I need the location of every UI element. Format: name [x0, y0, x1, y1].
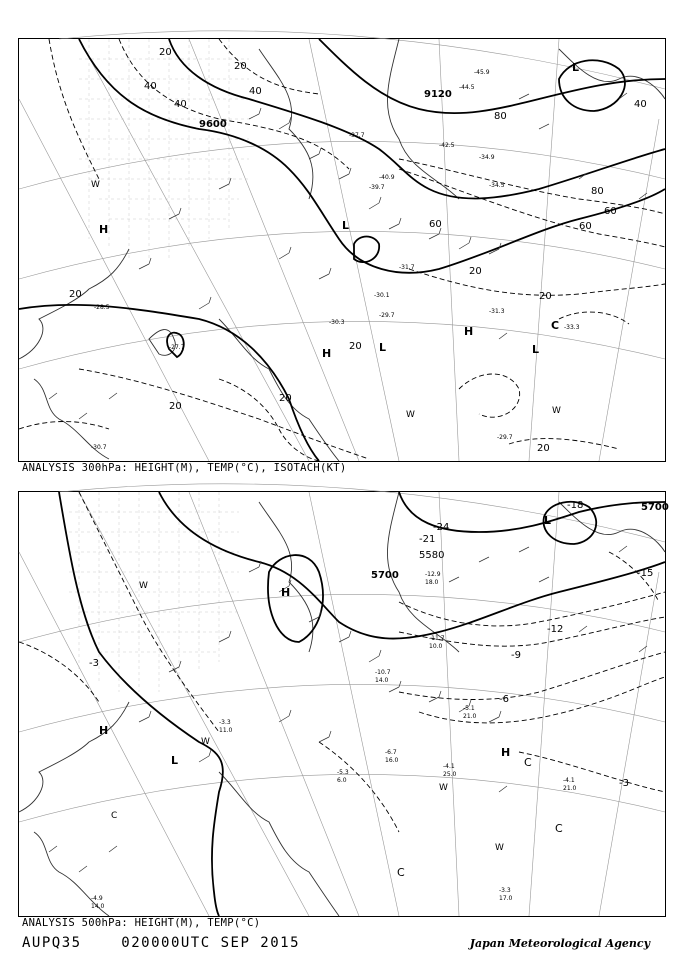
temp-label: -30.3 [329, 319, 345, 326]
warm-mark: W [91, 180, 100, 190]
station [499, 887, 513, 902]
height-label-5580: 5580 [419, 550, 445, 561]
temp-label: -45.9 [474, 69, 490, 76]
temp-label: -30.7 [91, 444, 107, 451]
isotach-label: 80 [494, 111, 507, 122]
map-300hpa [19, 39, 665, 461]
station-dew: 14.0 [91, 903, 105, 910]
station-temp: -4.9 [91, 895, 103, 902]
height-label-5700: 5700 [371, 570, 399, 581]
warm-cold-marks [91, 180, 561, 420]
station [385, 749, 399, 764]
warm-mark: W [201, 737, 210, 747]
temp-label: -29.7 [497, 434, 513, 441]
height-contours [19, 39, 665, 461]
height-label-9120: 9120 [424, 89, 452, 100]
low-center: L [379, 341, 387, 354]
isotherm-label: -15 [637, 568, 654, 579]
station-temp: -6.7 [385, 749, 397, 756]
warm-mark: W [439, 783, 448, 793]
isotach-label: 80 [591, 186, 604, 197]
station-values [91, 571, 577, 910]
temp-label: -34.9 [479, 154, 495, 161]
isotherm-label: -12 [547, 624, 564, 635]
isotach-label: 20 [539, 291, 552, 302]
warm-mark: W [495, 843, 504, 853]
temp-label: -37.7 [349, 132, 365, 139]
high-center: H [464, 325, 474, 338]
agency-name: Japan Meteorological Agency [469, 937, 650, 950]
pressure-centers [99, 514, 563, 879]
chart-500hpa [18, 491, 669, 917]
warm-mark: W [139, 581, 148, 591]
cold-mark: C [111, 811, 118, 821]
product-header [22, 935, 300, 951]
isotach-label: 20 [469, 266, 482, 277]
station-temp: -11.7 [429, 635, 445, 642]
station-temp: -3.3 [219, 719, 231, 726]
isotherm-label: -6 [499, 694, 509, 705]
height-label-5700-east: 5700 [641, 502, 669, 513]
temp-label: -31.3 [489, 308, 505, 315]
station [219, 719, 233, 734]
temp-label: -27.7 [169, 344, 185, 351]
isotach-label: 60 [604, 206, 617, 217]
station-temp: -5.3 [337, 769, 349, 776]
low-center: L [544, 514, 552, 527]
temp-label: -34.5 [489, 182, 505, 189]
station-dew: 16.0 [385, 757, 399, 764]
isotach-label: 60 [429, 219, 442, 230]
map-500hpa [19, 492, 669, 916]
station-dew: 14.0 [375, 677, 389, 684]
graticule [19, 484, 665, 916]
station-dew: 18.0 [425, 579, 439, 586]
station-dew: 25.0 [443, 771, 457, 778]
isotach-label: 40 [144, 81, 157, 92]
valid-time: 020000UTC SEP 2015 [121, 935, 301, 951]
low-center: L [342, 219, 350, 232]
height-label-9600: 9600 [199, 119, 227, 130]
isotach-label: 20 [349, 341, 362, 352]
station [425, 571, 441, 586]
station-dew: 21.0 [563, 785, 577, 792]
warm-mark: W [406, 410, 415, 420]
height-contours [59, 492, 665, 916]
cold-center: C [524, 756, 532, 769]
temp-label: -42.5 [439, 142, 455, 149]
isotach-label: 20 [234, 61, 247, 72]
temp-label: -44.5 [459, 84, 475, 91]
station-dew: 21.0 [463, 713, 477, 720]
low-center: L [171, 754, 179, 767]
wind-barbs [49, 93, 647, 419]
temp-label: -39.7 [369, 184, 385, 191]
station [429, 635, 445, 650]
temperature-labels [91, 69, 580, 451]
isotherm-label: -21 [419, 534, 436, 545]
station-temp: -4.1 [443, 763, 455, 770]
station-temp: -3.3 [499, 887, 511, 894]
isotach-labels [69, 47, 647, 454]
isotach-label: 40 [174, 99, 187, 110]
station-dew: 10.0 [429, 643, 443, 650]
temp-label: -31.7 [399, 264, 415, 271]
station-temp: -12.9 [425, 571, 441, 578]
temp-label: -40.9 [379, 174, 395, 181]
station [563, 777, 577, 792]
high-center: H [281, 586, 291, 599]
isotach-label: 20 [279, 393, 292, 404]
temp-label: -28.5 [94, 304, 110, 311]
chart-300hpa [18, 38, 666, 462]
isotherm-label: -9 [511, 650, 521, 661]
station-dew: 17.0 [499, 895, 513, 902]
station-temp: -10.7 [375, 669, 391, 676]
temp-label: -33.3 [564, 324, 580, 331]
station-dew: 11.0 [219, 727, 233, 734]
station [463, 705, 477, 720]
station [375, 669, 391, 684]
isotach-label: 20 [69, 289, 82, 300]
high-center: H [99, 724, 109, 737]
coastline [19, 492, 665, 916]
isotach-label: 60 [579, 221, 592, 232]
high-center: H [501, 746, 511, 759]
isotherm-label: -18 [567, 500, 584, 511]
height-labels [371, 502, 669, 581]
isotach-label: 20 [537, 443, 550, 454]
low-center: L [532, 343, 540, 356]
temp-label: -30.1 [374, 292, 390, 299]
cold-center: C [397, 866, 405, 879]
station [337, 769, 349, 784]
warm-mark: W [552, 406, 561, 416]
station [443, 763, 457, 778]
high-center: H [99, 223, 109, 236]
isotach-label: 20 [159, 47, 172, 58]
low-center: L [572, 61, 580, 74]
cold-center: C [555, 822, 563, 835]
station-temp: -5.1 [463, 705, 475, 712]
cold-center: C [551, 319, 560, 332]
caption-500hpa: ANALYSIS 500hPa: HEIGHT(M), TEMP(°C) [22, 917, 261, 929]
graticule [19, 31, 665, 461]
isotach-label: 20 [169, 401, 182, 412]
product-code: AUPQ35 [22, 935, 82, 951]
high-center: H [322, 347, 332, 360]
temp-label: -29.7 [379, 312, 395, 319]
station-dew: 6.0 [337, 777, 347, 784]
isotherm-label: -3 [89, 658, 99, 669]
isotherm-label: -3 [619, 778, 629, 789]
isotach-label: 40 [249, 86, 262, 97]
station-temp: -4.1 [563, 777, 575, 784]
isotach-label: 40 [634, 99, 647, 110]
isotherm-label: -24 [433, 522, 450, 533]
station [91, 895, 105, 910]
caption-300hpa: ANALYSIS 300hPa: HEIGHT(M), TEMP(°C), ISOTACH(KT) [22, 462, 347, 474]
